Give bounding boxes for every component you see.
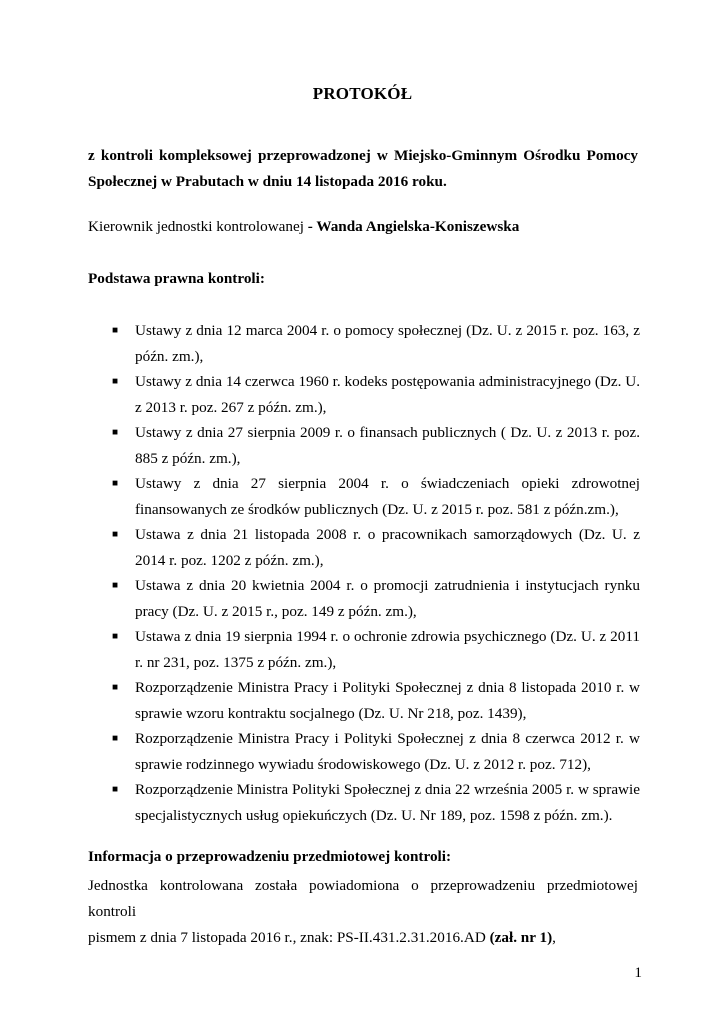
legal-basis-item xyxy=(88,573,640,624)
legal-basis-text: Rozporządzenie Ministra Polityki Społecznej z dnia 22 września 2005 r. w sprawie specjalistycznych usług opiekuńczych (Dz. U. Nr 189, poz. 1598 z późn. zm.). xyxy=(135,781,640,824)
legal-basis-item xyxy=(88,624,640,675)
manager-label: Kierownik jednostki kontrolowanej xyxy=(88,218,304,235)
legal-basis-text: Ustawy z dnia 12 marca 2004 r. o pomocy społecznej (Dz. U. z 2015 r. poz. 163, z późn. zm.), xyxy=(135,322,640,365)
subject-line-1: z kontroli kompleksowej przeprowadzonej w Miejsko-Gminnym Ośrodku Pomocy xyxy=(88,147,638,164)
info-line-2: pismem z dnia 7 listopada 2016 r., znak: PS-II.431.2.31.2016.AD xyxy=(88,929,490,946)
info-line-2-end: , xyxy=(552,929,556,946)
legal-basis-item xyxy=(88,369,640,420)
legal-basis-text: Ustawa z dnia 20 kwietnia 2004 r. o promocji zatrudnienia i instytucjach rynku pracy (Dz. U. z 2015 r., poz. 149 z późn. zm.), xyxy=(135,577,640,620)
document-title: PROTOKÓŁ xyxy=(312,84,413,103)
legal-basis-heading: Podstawa prawna kontroli: xyxy=(88,270,265,287)
legal-basis-item xyxy=(88,777,640,828)
legal-basis-item xyxy=(88,318,640,369)
square-bullet-icon: ■ xyxy=(112,529,119,540)
square-bullet-icon: ■ xyxy=(112,784,119,795)
legal-basis-item xyxy=(88,471,640,522)
page-number: 1 xyxy=(634,964,642,981)
legal-basis-text: Ustawy z dnia 27 sierpnia 2009 r. o finansach publicznych ( Dz. U. z 2013 r. poz. 885 z późn. zm.), xyxy=(135,424,640,467)
document-subject xyxy=(88,143,638,195)
legal-basis-item xyxy=(88,726,640,777)
square-bullet-icon: ■ xyxy=(112,376,119,387)
square-bullet-icon: ■ xyxy=(112,682,119,693)
legal-basis-text: Ustawa z dnia 19 sierpnia 1994 r. o ochronie zdrowia psychicznego (Dz. U. z 2011 r. nr 231, poz. 1375 z późn. zm.), xyxy=(135,628,640,671)
legal-basis-text: Rozporządzenie Ministra Pracy i Polityki Społecznej z dnia 8 czerwca 2012 r. w sprawie rodzinnego wywiadu środowiskowego (Dz. U. z 2012 r. poz. 712), xyxy=(135,730,640,773)
legal-basis-text: Rozporządzenie Ministra Pracy i Polityki Społecznej z dnia 8 listopada 2010 r. w sprawie wzoru kontraktu socjalnego (Dz. U. Nr 218, poz. 1439), xyxy=(135,679,640,722)
legal-basis-item xyxy=(88,522,640,573)
square-bullet-icon: ■ xyxy=(112,733,119,744)
legal-basis-text: Ustawy z dnia 27 sierpnia 2004 r. o świadczeniach opieki zdrowotnej finansowanych ze środków publicznych (Dz. U. z 2015 r. poz. 581 z późn.zm.), xyxy=(135,475,640,518)
square-bullet-icon: ■ xyxy=(112,631,119,642)
square-bullet-icon: ■ xyxy=(112,325,119,336)
legal-basis-item xyxy=(88,420,640,471)
info-line-1: Jednostka kontrolowana została powiadomiona o przeprowadzeniu przedmiotowej kontroli xyxy=(88,877,638,920)
legal-basis-list xyxy=(88,318,640,828)
info-attachment-ref: (zał. nr 1) xyxy=(489,929,553,946)
square-bullet-icon: ■ xyxy=(112,427,119,438)
legal-basis-item xyxy=(88,675,640,726)
manager-name: - Wanda Angielska-Koniszewska xyxy=(303,218,520,235)
info-heading: Informacja o przeprowadzeniu przedmiotowej kontroli: xyxy=(88,848,452,865)
info-paragraph xyxy=(88,873,638,951)
legal-basis-text: Ustawy z dnia 14 czerwca 1960 r. kodeks postępowania administracyjnego (Dz. U. z 2013 r. poz. 267 z późn. zm.), xyxy=(135,373,640,416)
manager-line xyxy=(88,218,648,236)
square-bullet-icon: ■ xyxy=(112,580,119,591)
subject-line-2: Społecznej w Prabutach w dniu 14 listopada 2016 roku. xyxy=(88,173,447,190)
square-bullet-icon: ■ xyxy=(112,478,119,489)
legal-basis-text: Ustawa z dnia 21 listopada 2008 r. o pracownikach samorządowych (Dz. U. z 2014 r. poz. 1202 z późn. zm.), xyxy=(135,526,640,569)
